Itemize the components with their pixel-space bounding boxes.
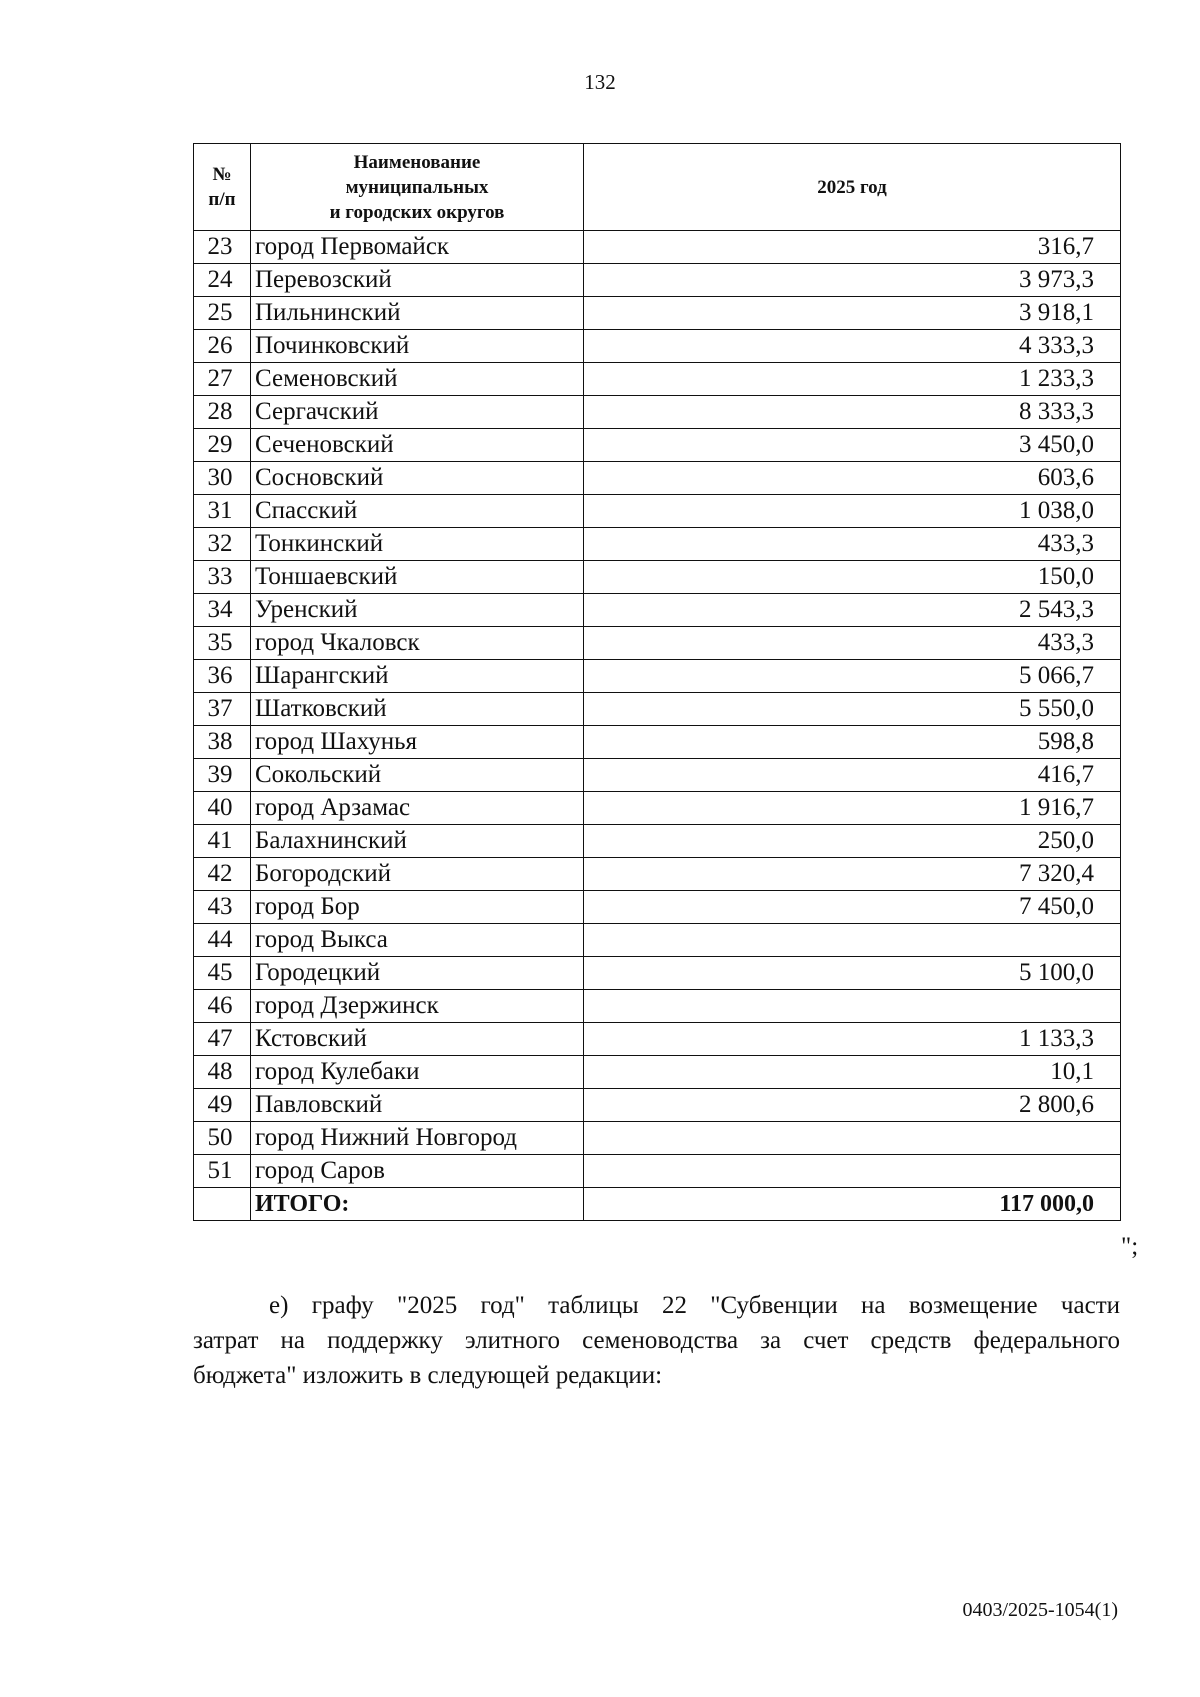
row-name: Городецкий <box>251 957 584 990</box>
table-row <box>194 231 1121 264</box>
row-number: 24 <box>194 264 251 297</box>
row-number: 49 <box>194 1089 251 1122</box>
row-number: 36 <box>194 660 251 693</box>
table-header-row <box>194 144 1121 231</box>
row-value <box>584 1122 1121 1155</box>
table-row <box>194 594 1121 627</box>
row-value: 250,0 <box>584 825 1121 858</box>
row-name: Пильнинский <box>251 297 584 330</box>
table-row <box>194 726 1121 759</box>
row-name: город Арзамас <box>251 792 584 825</box>
table-row <box>194 1155 1121 1188</box>
table-row <box>194 759 1121 792</box>
row-name: Спасский <box>251 495 584 528</box>
row-number: 29 <box>194 429 251 462</box>
document-code: 0403/2025-1054(1) <box>962 1599 1118 1621</box>
total-value: 117 000,0 <box>584 1188 1121 1221</box>
row-number: 26 <box>194 330 251 363</box>
row-name: Шатковский <box>251 693 584 726</box>
row-value: 1 038,0 <box>584 495 1121 528</box>
row-number: 50 <box>194 1122 251 1155</box>
table-row <box>194 396 1121 429</box>
row-number: 48 <box>194 1056 251 1089</box>
row-number: 34 <box>194 594 251 627</box>
table-row <box>194 363 1121 396</box>
header-number-line: п/п <box>208 189 236 210</box>
table-row <box>194 1056 1121 1089</box>
row-number: 41 <box>194 825 251 858</box>
row-value: 4 333,3 <box>584 330 1121 363</box>
table-row <box>194 693 1121 726</box>
subvention-table <box>193 143 1121 1221</box>
row-name: Уренский <box>251 594 584 627</box>
table-row <box>194 1122 1121 1155</box>
table-row <box>194 990 1121 1023</box>
row-name: Починковский <box>251 330 584 363</box>
table-row <box>194 1089 1121 1122</box>
table-row <box>194 528 1121 561</box>
row-value: 7 320,4 <box>584 858 1121 891</box>
paragraph-line: затрат на поддержку элитного семеноводства за счет средств федерального <box>193 1327 1120 1354</box>
total-row <box>194 1188 1121 1221</box>
row-name: Сокольский <box>251 759 584 792</box>
table-row <box>194 297 1121 330</box>
row-name: город Кулебаки <box>251 1056 584 1089</box>
row-value: 1 133,3 <box>584 1023 1121 1056</box>
header-number-line: № <box>212 164 232 185</box>
row-value: 3 918,1 <box>584 297 1121 330</box>
table-row <box>194 858 1121 891</box>
row-value: 8 333,3 <box>584 396 1121 429</box>
row-number: 35 <box>194 627 251 660</box>
row-value: 5 550,0 <box>584 693 1121 726</box>
row-value: 598,8 <box>584 726 1121 759</box>
page-number: 132 <box>584 70 616 94</box>
total-label: ИТОГО: <box>251 1188 584 1221</box>
row-value: 316,7 <box>584 231 1121 264</box>
header-name-line: Наименование <box>353 151 481 173</box>
row-number: 27 <box>194 363 251 396</box>
row-value: 3 973,3 <box>584 264 1121 297</box>
row-name: Перевозский <box>251 264 584 297</box>
header-number <box>194 144 251 231</box>
row-name: Сеченовский <box>251 429 584 462</box>
row-number: 47 <box>194 1023 251 1056</box>
row-value: 5 066,7 <box>584 660 1121 693</box>
row-number: 45 <box>194 957 251 990</box>
row-name: Балахнинский <box>251 825 584 858</box>
row-value: 150,0 <box>584 561 1121 594</box>
row-number: 43 <box>194 891 251 924</box>
row-number: 44 <box>194 924 251 957</box>
header-name-line: и городских округов <box>329 201 505 223</box>
row-value: 2 800,6 <box>584 1089 1121 1122</box>
row-name: город Чкаловск <box>251 627 584 660</box>
table-row <box>194 330 1121 363</box>
table-row <box>194 429 1121 462</box>
row-number: 23 <box>194 231 251 264</box>
table-row <box>194 792 1121 825</box>
table-row <box>194 462 1121 495</box>
table-row <box>194 495 1121 528</box>
row-value <box>584 990 1121 1023</box>
row-number: 25 <box>194 297 251 330</box>
total-number-cell <box>194 1188 251 1221</box>
row-value <box>584 924 1121 957</box>
row-name: город Нижний Новгород <box>251 1122 584 1155</box>
row-value: 416,7 <box>584 759 1121 792</box>
row-number: 30 <box>194 462 251 495</box>
row-value: 3 450,0 <box>584 429 1121 462</box>
row-number: 42 <box>194 858 251 891</box>
row-value: 1 233,3 <box>584 363 1121 396</box>
paragraph-line: е) графу "2025 год" таблицы 22 "Субвенции на возмещение части <box>269 1292 1120 1319</box>
table-row <box>194 957 1121 990</box>
row-name: Тонкинский <box>251 528 584 561</box>
row-value: 433,3 <box>584 627 1121 660</box>
row-number: 46 <box>194 990 251 1023</box>
row-name: Семеновский <box>251 363 584 396</box>
row-number: 28 <box>194 396 251 429</box>
row-number: 38 <box>194 726 251 759</box>
table-row <box>194 627 1121 660</box>
table-row <box>194 1023 1121 1056</box>
row-name: Сосновский <box>251 462 584 495</box>
row-name: город Дзержинск <box>251 990 584 1023</box>
header-name-line: муниципальных <box>345 176 489 198</box>
row-number: 39 <box>194 759 251 792</box>
row-number: 32 <box>194 528 251 561</box>
paragraph-line: бюджета" изложить в следующей редакции: <box>193 1362 663 1389</box>
row-value: 603,6 <box>584 462 1121 495</box>
row-value: 7 450,0 <box>584 891 1121 924</box>
row-number: 40 <box>194 792 251 825</box>
closing-quote-mark: "; <box>1121 1233 1139 1260</box>
table-row <box>194 891 1121 924</box>
row-number: 31 <box>194 495 251 528</box>
table-body <box>194 231 1121 1221</box>
row-value <box>584 1155 1121 1188</box>
header-name <box>251 144 584 231</box>
table-row <box>194 825 1121 858</box>
row-value: 5 100,0 <box>584 957 1121 990</box>
row-value: 10,1 <box>584 1056 1121 1089</box>
row-name: Павловский <box>251 1089 584 1122</box>
row-value: 1 916,7 <box>584 792 1121 825</box>
row-name: город Саров <box>251 1155 584 1188</box>
header-year: 2025 год <box>584 144 1121 231</box>
row-name: город Выкса <box>251 924 584 957</box>
table-row <box>194 660 1121 693</box>
row-number: 37 <box>194 693 251 726</box>
row-name: Тоншаевский <box>251 561 584 594</box>
row-name: Богородский <box>251 858 584 891</box>
table-row <box>194 561 1121 594</box>
row-name: Кстовский <box>251 1023 584 1056</box>
amendment-paragraph <box>193 1288 1120 1393</box>
row-value: 2 543,3 <box>584 594 1121 627</box>
row-name: город Первомайск <box>251 231 584 264</box>
row-name: Сергачский <box>251 396 584 429</box>
row-value: 433,3 <box>584 528 1121 561</box>
row-name: Шарангский <box>251 660 584 693</box>
row-number: 33 <box>194 561 251 594</box>
table-row <box>194 264 1121 297</box>
row-number: 51 <box>194 1155 251 1188</box>
row-name: город Шахунья <box>251 726 584 759</box>
table-row <box>194 924 1121 957</box>
row-name: город Бор <box>251 891 584 924</box>
